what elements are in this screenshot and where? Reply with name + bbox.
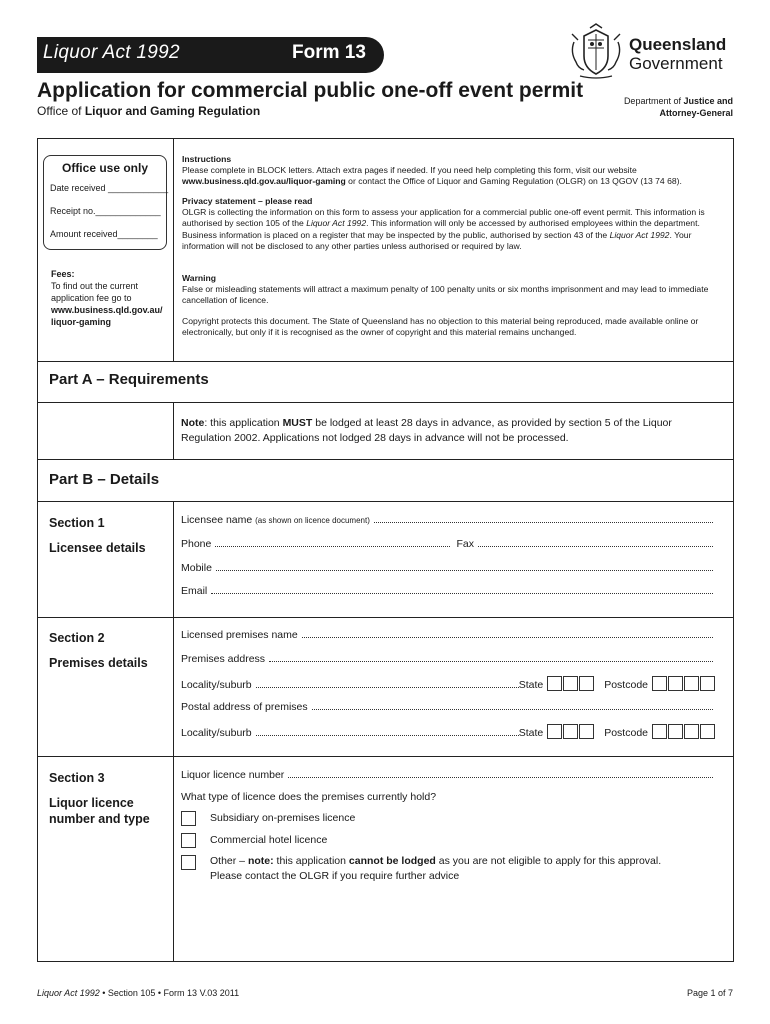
receipt-no-field[interactable]: Receipt no._____________	[50, 206, 161, 216]
postal-locality-field[interactable]	[256, 735, 519, 736]
column-divider	[173, 501, 174, 962]
postcode-boxes[interactable]	[651, 676, 715, 691]
section-2-title: Premises details	[49, 656, 148, 670]
section-3-title: Liquor licence number and type	[49, 796, 150, 826]
divider	[37, 617, 734, 618]
page-title: Application for commercial public one-off event permit	[37, 79, 584, 102]
office-line: Office of Liquor and Gaming Regulation	[37, 104, 261, 118]
other-licence-checkbox[interactable]	[181, 855, 196, 870]
divider	[37, 361, 734, 362]
column-divider	[173, 402, 174, 459]
part-a-heading: Part A – Requirements	[49, 371, 209, 388]
warning: Warning False or misleading statements will attract a maximum penalty of 100 penalty units or six months imprisonment and may lead to immediate cancellation of licence.	[182, 273, 727, 307]
fees-link[interactable]: www.business.qld.gov.au/	[51, 305, 163, 315]
part-b-heading: Part B – Details	[49, 471, 160, 488]
website-link[interactable]: www.business.qld.gov.au/liquor-gaming	[182, 176, 346, 187]
licence-type-question: What type of licence does the premises currently hold?	[181, 791, 437, 803]
instructions: Instructions Please complete in BLOCK letters. Attach extra pages if needed. If you need help completing this form, visit our website www.business.qld.gov.au/liquor-gaming or contact the Office of Liquor and Gaming Regulation (OLGR) on 13 QGOV (13 74 68).	[182, 154, 727, 188]
premises-address-field[interactable]: Premises address	[181, 653, 715, 669]
postal-state-boxes[interactable]	[546, 724, 594, 739]
licensee-name-field[interactable]: Licensee name (as shown on licence document)	[181, 514, 715, 530]
commercial-hotel-label: Commercial hotel licence	[210, 834, 328, 846]
office-use-title: Office use only	[61, 161, 149, 175]
page-number: Page 1 of 7	[686, 988, 733, 998]
email-field[interactable]: Email	[181, 585, 715, 601]
locality-field[interactable]	[256, 687, 519, 688]
privacy-statement: Privacy statement – please read OLGR is collecting the information on this form to assess your application for a commercial public one-off event permit. This information is authorised by section 105 of the Liquor Act 1992. This information will only be accessed by authorised employees within the department. Business information is placed on a register that may be inspected by the public, authorised by section 43 of the Liquor Act 1992. Your information will not be disclosed to any other parties unless authorised or required by law.	[182, 196, 727, 252]
licence-number-field[interactable]: Liquor licence number	[181, 769, 715, 785]
section-1-title: Licensee details	[49, 541, 146, 555]
premises-name-field[interactable]: Licensed premises name	[181, 629, 715, 645]
office-use-box	[43, 155, 167, 250]
section-2-number: Section 2	[49, 631, 105, 645]
department-name: Department of Justice and Attorney-General	[623, 96, 733, 118]
state-boxes[interactable]	[546, 676, 594, 691]
act-title: Liquor Act 1992	[43, 42, 180, 63]
fees-link[interactable]: liquor-gaming	[51, 317, 111, 327]
queensland-crest-logo	[566, 22, 626, 82]
office-name: Liquor and Gaming Regulation	[84, 104, 261, 118]
copyright-notice: Copyright protects this document. The State of Queensland has no objection to this material being reproduced, made available online or electronically, but only if it is recognised as the owner of copyright and this material remains unchanged.	[182, 316, 699, 338]
subsidiary-licence-label: Subsidiary on-premises licence	[210, 812, 356, 824]
form-number: Form 13	[292, 42, 366, 63]
divider	[37, 501, 734, 502]
divider	[37, 756, 734, 757]
section-1-number: Section 1	[49, 516, 105, 530]
amount-received-field[interactable]: Amount received________	[50, 229, 158, 239]
mobile-field[interactable]: Mobile	[181, 562, 715, 578]
locality-row: Locality/suburb State Postcode	[181, 676, 715, 694]
section-3-number: Section 3	[49, 771, 105, 785]
form-banner	[37, 37, 384, 73]
phone-fax-row: Phone Fax	[181, 538, 715, 554]
divider	[37, 402, 734, 403]
part-a-note: Note: this application MUST be lodged at least 28 days in advance, as provided by section 5 of the Liquor Regulation 2002. Applications not lodged 28 days in advance will not be processed.	[181, 417, 672, 444]
footer-reference: Liquor Act 1992 • Section 105 • Form 13 V.03 2011	[37, 988, 240, 998]
fees-info: Fees: To find out the current application fee go to www.business.qld.gov.au/ liquor-gaming	[51, 269, 163, 327]
privacy-heading: Privacy statement – please read	[182, 196, 313, 206]
column-divider	[173, 138, 174, 361]
postal-locality-row: Locality/suburb State Postcode	[181, 724, 715, 742]
commercial-hotel-checkbox[interactable]	[181, 833, 196, 848]
warning-heading: Warning	[182, 273, 217, 283]
divider	[37, 459, 734, 460]
gov-name: Queensland	[629, 35, 727, 54]
phone-field[interactable]	[215, 546, 450, 547]
subsidiary-licence-checkbox[interactable]	[181, 811, 196, 826]
postal-address-field[interactable]: Postal address of premises	[181, 701, 715, 717]
date-received-field[interactable]: Date received ____________	[50, 183, 169, 193]
gov-sub: Government	[629, 54, 723, 73]
instructions-heading: Instructions	[182, 154, 232, 164]
fax-field[interactable]	[478, 546, 713, 547]
other-licence-label: Other – note: this application cannot be lodged as you are not eligible to apply for this approval. Please contact the OLGR if you require further advice	[210, 855, 662, 882]
postal-postcode-boxes[interactable]	[651, 724, 715, 739]
